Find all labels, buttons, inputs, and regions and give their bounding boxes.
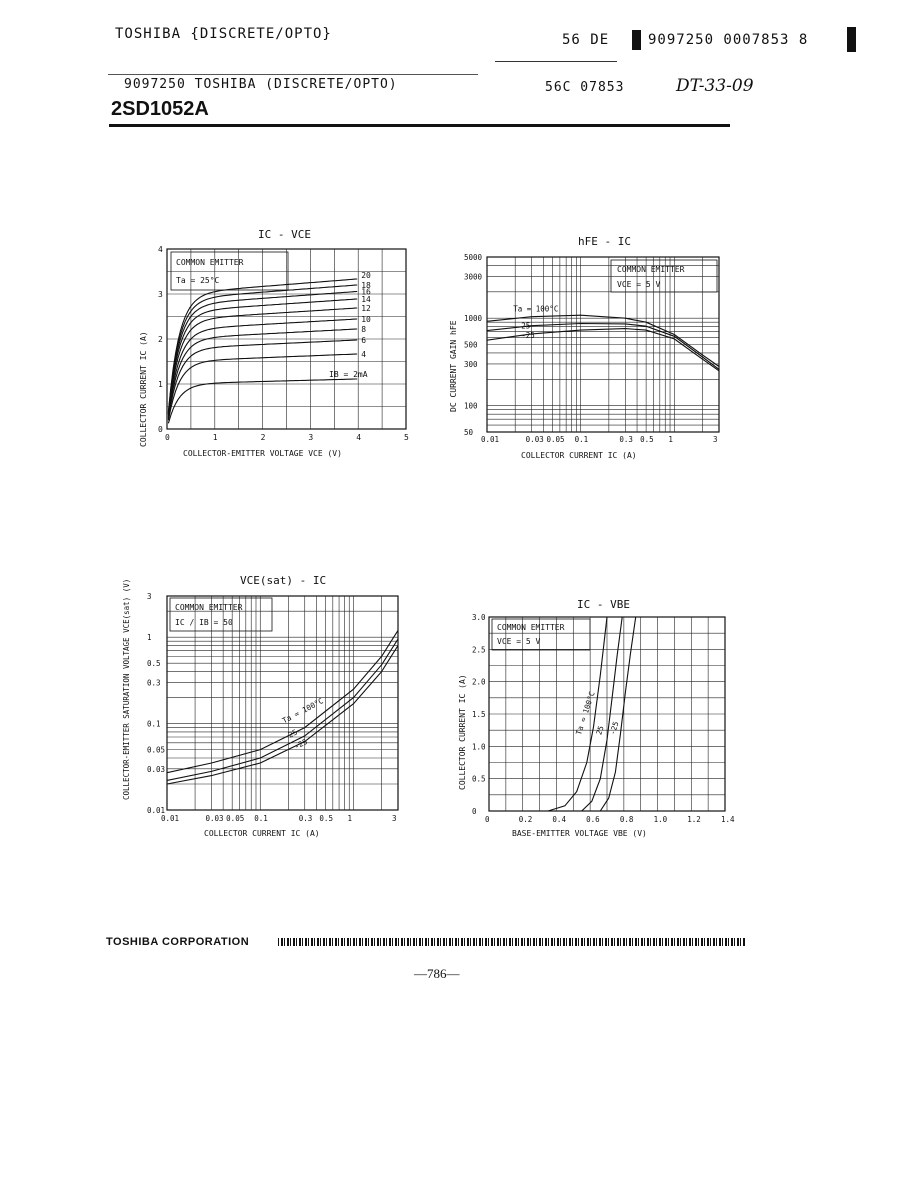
header-company-code: TOSHIBA {DISCRETE/OPTO} [115,26,332,42]
chart2-condition-1: COMMON EMITTER [617,265,685,274]
chart1-curve-label: 8 [361,324,367,334]
chart4-y-tick: 0.5 [472,774,486,784]
chart-hfe-ic [449,235,719,460]
chart2-condition-2: VCE = 5 V [617,280,661,289]
chart3-x-tick: 0.5 [319,814,333,823]
chart4-y-tick: 2.5 [472,645,486,655]
chart2-x-tick: 0.05 [546,435,565,444]
chart2-y-tick: 100 [464,401,478,411]
chart3-x-tick: 0.03 [205,814,224,823]
chart2-curve-label: 25 [521,321,531,331]
chart3-x-tick: 0.3 [298,814,313,823]
chart4-condition-2: VCE = 5 V [497,637,541,646]
page-number: —786— [414,966,460,981]
chart4-y-tick: 3.0 [472,613,486,622]
chart3-condition-2: IC / IB = 50 [175,618,233,627]
chart4-y-tick: 1.5 [472,710,486,719]
part-number-title: 2SD1052A [111,98,209,120]
chart1-y-tick: 2 [158,335,163,344]
chart1-x-tick: 5 [404,433,409,442]
chart2-x-tick: 0.1 [574,435,589,444]
chart1-curve-label: 10 [361,314,371,324]
chart2-x-tick: 0.03 [525,435,544,444]
chart1-y-tick: 3 [158,290,163,299]
footer-company: TOSHIBA CORPORATION [106,936,250,948]
chart4-x-tick: 0.6 [586,815,600,824]
chart1-condition-1: COMMON EMITTER [176,258,244,267]
chart1-x-tick: 3 [308,433,314,442]
chart2-x-tick: 1 [668,435,673,444]
chart3-title: VCE(sat) - IC [240,574,327,587]
chart1-curve-label: 18 [361,280,371,290]
chart3-y-tick: 0.01 [147,806,166,815]
chart1-x-tick: 2 [260,433,266,442]
chart1-condition-2: Ta = 25°C [176,276,220,285]
chart2-ylabel: DC CURRENT GAIN hFE [449,320,458,412]
chart2-title: hFE - IC [578,235,631,248]
chart3-curve-label: -25 [292,737,309,752]
chart1-curve-label: 4 [361,349,367,359]
subheader-code: 56C 07853 [545,80,625,95]
chart2-y-tick: 50 [464,428,474,437]
chart4-x-tick: 0.8 [619,815,634,824]
chart2-y-tick: 5000 [464,253,483,262]
chart2-y-tick: 3000 [464,272,483,282]
chart1-curve-label: 14 [361,294,371,304]
chart4-y-tick: 2.0 [472,677,486,687]
chart1-y-tick: 0 [158,425,163,434]
chart4-x-tick: 0.2 [518,815,533,824]
chart4-y-tick: 1.0 [472,742,486,752]
chart3-y-tick: 0.03 [147,764,166,774]
chart1-curve-label: 16 [361,287,371,297]
chart3-xlabel: COLLECTOR CURRENT IC (A) [204,829,320,838]
chart3-condition-1: COMMON EMITTER [175,603,243,612]
chart4-curve-label: -25 [607,720,621,737]
chart1-x-tick: 1 [212,433,218,442]
chart1-y-tick: 1 [158,380,163,389]
chart1-title: IC - VCE [258,228,311,241]
chart2-x-tick: 0.01 [481,435,500,444]
chart3-y-tick: 0.1 [147,719,161,729]
footer-barcode-strip [278,938,745,946]
chart3-x-tick: 0.01 [161,814,180,823]
chart1-y-tick: 4 [158,245,163,254]
chart3-x-tick: 3 [392,814,397,823]
chart-ic-vbe [458,598,735,838]
chart3-y-tick: 0.5 [147,659,161,669]
header-date-code: 56 DE [562,32,610,48]
header-lot-code: 9097250 0007853 8 [648,32,809,48]
subheader-company: 9097250 TOSHIBA (DISCRETE/OPTO) [124,77,398,92]
chart2-x-tick: 3 [713,435,718,444]
chart4-curve-label: Ta = 100°C [574,690,597,737]
chart4-x-tick: 1.4 [721,815,735,824]
chart3-y-tick: 3 [147,592,152,601]
chart4-x-tick: 1.0 [653,815,668,824]
chart1-x-tick: 0 [165,433,170,442]
chart3-curve-label: Ta = 100°C [280,696,325,726]
chart2-curve-label: Ta = 100°C [513,304,559,314]
chart3-x-tick: 1 [347,814,353,823]
chart1-curve-label: 6 [361,335,367,345]
chart4-title: IC - VBE [577,598,630,611]
chart4-x-tick: 0 [485,815,490,824]
chart1-curve-label: 12 [361,303,371,313]
chart3-curve-label: 25 [286,727,299,740]
chart-vcesat-ic [122,574,398,838]
chart2-x-tick: 0.3 [619,435,633,444]
chart4-xlabel: BASE-EMITTER VOLTAGE VBE (V) [512,829,647,838]
chart3-ylabel: COLLECTOR-EMITTER SATURATION VOLTAGE VCE(sat) (V) [122,578,131,800]
chart3-y-tick: 0.05 [147,745,166,755]
chart3-y-tick: 1 [147,633,152,643]
chart2-x-tick: 0.5 [640,435,654,444]
chart4-condition-1: COMMON EMITTER [497,623,565,632]
chart2-y-tick: 300 [464,359,478,369]
chart3-y-tick: 0.3 [147,678,161,688]
chart4-x-tick: 0.4 [552,815,566,824]
chart3-x-tick: 0.05 [226,814,245,823]
chart4-y-tick: 0 [472,807,477,816]
chart1-ylabel: COLLECTOR CURRENT IC (A) [139,331,148,447]
chart1-param-label: IB = 2mA [329,370,368,379]
chart2-curve-label: -25 [521,331,535,341]
subheader-handwritten-code: DT-33-09 [676,76,754,96]
chart4-ylabel: COLLECTOR CURRENT IC (A) [458,674,467,790]
chart4-x-tick: 1.2 [687,815,701,824]
chart2-y-tick: 500 [464,340,478,350]
chart2-xlabel: COLLECTOR CURRENT IC (A) [521,451,637,460]
chart1-curve-label: 20 [361,270,371,280]
chart3-x-tick: 0.1 [254,814,268,823]
chart1-xlabel: COLLECTOR-EMITTER VOLTAGE VCE (V) [183,449,342,458]
chart-ic-vce [139,228,409,458]
chart1-x-tick: 4 [356,433,362,442]
chart2-y-tick: 1000 [464,314,483,324]
chart4-curve-label: 25 [594,724,606,737]
